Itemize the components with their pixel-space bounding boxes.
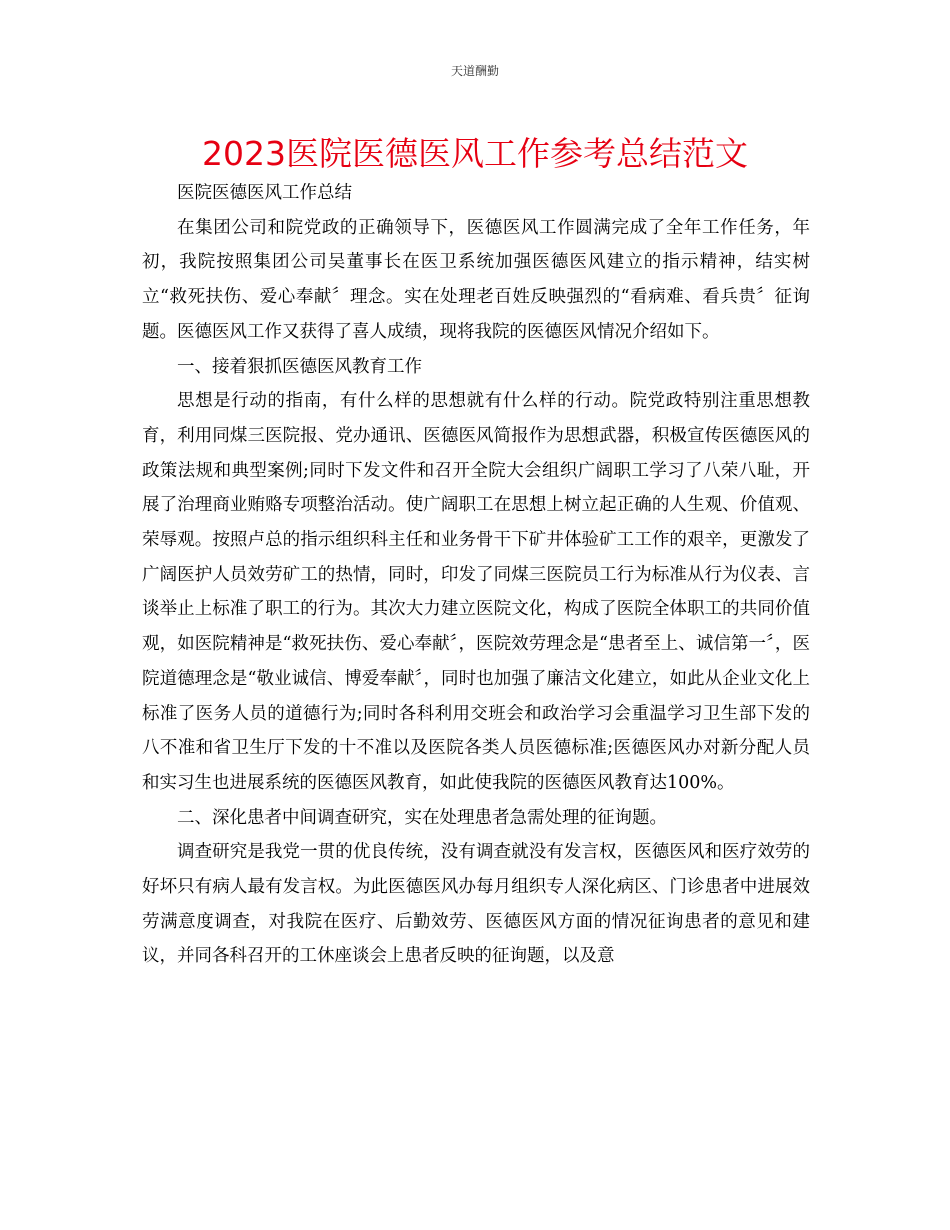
section-heading-1: 一、接着狠抓医德医风教育工作 bbox=[177, 356, 422, 377]
document-body bbox=[142, 176, 810, 974]
section-heading-2: 二、深化患者中间调查研究，实在处理患者急需处理的征询题。 bbox=[177, 807, 667, 828]
paragraph-section-1: 思想是行动的指南，有什么样的思想就有什么样的行动。院党政特别注重思想教育，利用同煤三医院报、党办通讯、医德医风简报作为思想武器，积极宣传医德医风的政策法规和典型案例;同时下发文件和召开全院大会组织广阔职工学习了八荣八耻，开展了治理商业贿赂专项整治活动。使广阔职工在思想上树立起正确的人生观、价值观、荣辱观。按照卢总的指示组织科主任和业务骨干下矿井体验矿工工作的艰辛，更激发了广阔医护人员效劳矿工的热情，同时，印发了同煤三医院员工行为标准从行为仪表、言谈举止上标准了职工的行为。其次大力建立医院文化，构成了医院全体职工的共同价值观，如医院精神是“救死扶伤、爱心奉献〞，医院效劳理念是“患者至上、诚信第一〞，医院道德理念是“敬业诚信、博爱奉献〞，同时也加强了廉洁文化建立，如此从企业文化上标准了医务人员的道德行为;同时各科利用交班会和政治学习会重温学习卫生部下发的八不准和省卫生厅下发的十不准以及医院各类人员医德标准;医德医风办对新分配人员和实习生也进展系统的医德医风教育，如此使我院的医德医风教育达100%。 bbox=[142, 391, 810, 793]
page-header: 天道酬勤 bbox=[450, 64, 499, 78]
paragraph-section-2: 调查研究是我党一贯的优良传统，没有调查就没有发言权，医德医风和医疗效劳的好坏只有病人最有发言权。为此医德医风办每月组织专人深化病区、门诊患者中进展效劳满意度调查，对我院在医疗、后勤效劳、医德医风方面的情况征询患者的意见和建议，并同各科召开的工休座谈会上患者反映的征询题，以及意 bbox=[142, 842, 810, 967]
document-title: 2023医院医德医风工作参考总结范文 bbox=[202, 134, 748, 173]
paragraph-intro: 在集团公司和院党政的正确领导下，医德医风工作圆满完成了全年工作任务，年初，我院按照集团公司吴董事长在医卫系统加强医德医风建立的指示精神，结实树立“救死扶伤、爱心奉献〞理念。实在处理老百姓反映强烈的“看病难、看兵贵〞征询题。医德医风工作又获得了喜人成绩，现将我院的医德医风情况介绍如下。 bbox=[142, 217, 810, 342]
paragraph-subtitle: 医院医德医风工作总结 bbox=[177, 183, 352, 203]
